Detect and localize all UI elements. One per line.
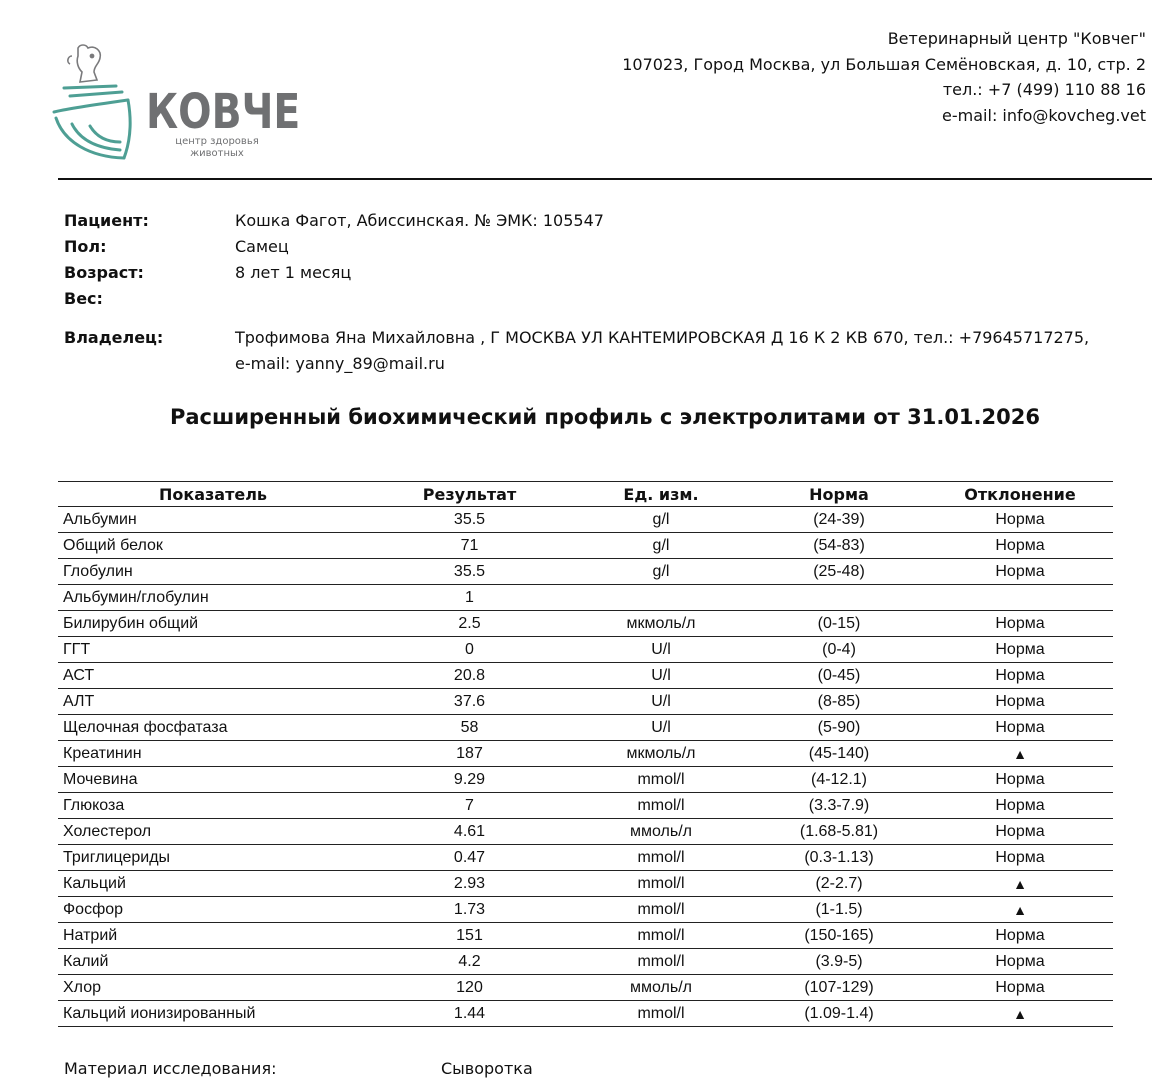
reference-range: (0-15) — [751, 611, 927, 637]
unit: U/l — [571, 637, 751, 663]
result-value: 2.5 — [368, 611, 571, 637]
deviation: Норма — [927, 949, 1113, 975]
deviation: Норма — [927, 819, 1113, 845]
unit: U/l — [571, 715, 751, 741]
unit: mmol/l — [571, 767, 751, 793]
col-header-deviation: Отклонение — [927, 482, 1113, 507]
table-row — [58, 741, 1113, 767]
deviation: Норма — [927, 559, 1113, 585]
parameter-name: Кальций — [58, 871, 368, 897]
reference-range: (150-165) — [751, 923, 927, 949]
table-row — [58, 767, 1113, 793]
parameter-name: Глюкоза — [58, 793, 368, 819]
table-row — [58, 507, 1113, 533]
result-value: 37.6 — [368, 689, 571, 715]
unit: mmol/l — [571, 871, 751, 897]
parameter-name: Мочевина — [58, 767, 368, 793]
parameter-name: Билирубин общий — [58, 611, 368, 637]
result-value: 120 — [368, 975, 571, 1001]
deviation: Норма — [927, 715, 1113, 741]
reference-range: (8-85) — [751, 689, 927, 715]
reference-range: (1.68-5.81) — [751, 819, 927, 845]
reference-range: (0.3-1.13) — [751, 845, 927, 871]
sex-value: Самец — [235, 237, 289, 256]
deviation: Норма — [927, 611, 1113, 637]
owner-line-1: Трофимова Яна Михайловна , Г МОСКВА УЛ КАНТЕМИРОВСКАЯ Д 16 К 2 КВ 670, тел.: +79645717275, — [235, 328, 1090, 347]
unit: g/l — [571, 507, 751, 533]
age-value: 8 лет 1 месяц — [235, 263, 352, 282]
weight-label: Вес: — [64, 289, 103, 308]
clinic-logo — [50, 42, 300, 167]
table-row — [58, 689, 1113, 715]
unit: g/l — [571, 533, 751, 559]
result-value: 4.2 — [368, 949, 571, 975]
table-row — [58, 663, 1113, 689]
unit: мкмоль/л — [571, 611, 751, 637]
table-row — [58, 949, 1113, 975]
col-header-reference: Норма — [751, 482, 927, 507]
unit: mmol/l — [571, 897, 751, 923]
deviation: ▲ — [927, 897, 1113, 923]
reference-range — [751, 585, 927, 611]
reference-range: (0-4) — [751, 637, 927, 663]
parameter-name: Альбумин — [58, 507, 368, 533]
unit: ммоль/л — [571, 975, 751, 1001]
table-row — [58, 897, 1113, 923]
table-row — [58, 923, 1113, 949]
clinic-name: Ветеринарный центр "Ковчег" — [887, 29, 1146, 48]
table-row — [58, 637, 1113, 663]
reference-range: (3.3-7.9) — [751, 793, 927, 819]
table-row — [58, 585, 1113, 611]
reference-range: (24-39) — [751, 507, 927, 533]
parameter-name: Креатинин — [58, 741, 368, 767]
logo-tagline-2: животных — [190, 148, 244, 159]
logo-brand: КОВЧЕ — [146, 84, 300, 141]
result-value: 20.8 — [368, 663, 571, 689]
deviation: ▲ — [927, 871, 1113, 897]
col-header-unit: Ед. изм. — [571, 482, 751, 507]
patient-label: Пациент: — [64, 211, 149, 230]
parameter-name: Общий белок — [58, 533, 368, 559]
parameter-name: ГГТ — [58, 637, 368, 663]
table-row — [58, 533, 1113, 559]
table-row — [58, 1001, 1113, 1027]
unit: mmol/l — [571, 1001, 751, 1027]
owner-line-2: e-mail: yanny_89@mail.ru — [235, 354, 445, 373]
deviation: Норма — [927, 637, 1113, 663]
deviation: Норма — [927, 845, 1113, 871]
col-header-result: Результат — [368, 482, 571, 507]
parameter-name: АЛТ — [58, 689, 368, 715]
deviation: Норма — [927, 767, 1113, 793]
unit: mmol/l — [571, 845, 751, 871]
table-row — [58, 871, 1113, 897]
unit: U/l — [571, 689, 751, 715]
deviation: Норма — [927, 793, 1113, 819]
reference-range: (3.9-5) — [751, 949, 927, 975]
reference-range: (5-90) — [751, 715, 927, 741]
clinic-phone: тел.: +7 (499) 110 88 16 — [942, 80, 1146, 99]
deviation: ▲ — [927, 741, 1113, 767]
sex-label: Пол: — [64, 237, 107, 256]
owner-value — [235, 325, 1155, 377]
result-value: 71 — [368, 533, 571, 559]
col-header-parameter: Показатель — [58, 482, 368, 507]
result-value: 1 — [368, 585, 571, 611]
deviation: ▲ — [927, 1001, 1113, 1027]
table-row — [58, 819, 1113, 845]
table-row — [58, 793, 1113, 819]
clinic-contacts — [622, 26, 1146, 128]
reference-range: (1.09-1.4) — [751, 1001, 927, 1027]
parameter-name: Хлор — [58, 975, 368, 1001]
deviation: Норма — [927, 689, 1113, 715]
unit: mmol/l — [571, 793, 751, 819]
header-divider — [58, 178, 1152, 180]
result-value: 4.61 — [368, 819, 571, 845]
parameter-name: Щелочная фосфатаза — [58, 715, 368, 741]
reference-range: (1-1.5) — [751, 897, 927, 923]
deviation: Норма — [927, 507, 1113, 533]
parameter-name: Калий — [58, 949, 368, 975]
result-value: 9.29 — [368, 767, 571, 793]
table-row — [58, 975, 1113, 1001]
result-value: 1.44 — [368, 1001, 571, 1027]
reference-range: (4-12.1) — [751, 767, 927, 793]
unit: mmol/l — [571, 923, 751, 949]
deviation: Норма — [927, 663, 1113, 689]
parameter-name: Холестерол — [58, 819, 368, 845]
unit: ммоль/л — [571, 819, 751, 845]
material-row — [64, 1058, 533, 1080]
reference-range: (0-45) — [751, 663, 927, 689]
deviation — [927, 585, 1113, 611]
clinic-email: e-mail: info@kovcheg.vet — [942, 105, 1146, 125]
deviation: Норма — [927, 533, 1113, 559]
result-value: 151 — [368, 923, 571, 949]
material-label: Материал исследования: — [64, 1059, 277, 1078]
age-label: Возраст: — [64, 263, 144, 282]
material-value: Сыворотка — [441, 1059, 533, 1078]
parameter-name: Натрий — [58, 923, 368, 949]
result-value: 35.5 — [368, 507, 571, 533]
table-row — [58, 715, 1113, 741]
table-row — [58, 559, 1113, 585]
parameter-name: Альбумин/глобулин — [58, 585, 368, 611]
result-value: 58 — [368, 715, 571, 741]
unit: U/l — [571, 663, 751, 689]
table-header-row — [58, 482, 1113, 507]
unit: мкмоль/л — [571, 741, 751, 767]
ark-logo-icon — [50, 42, 300, 167]
logo-tagline-1: центр здоровья — [175, 136, 259, 147]
parameter-name: Фосфор — [58, 897, 368, 923]
reference-range: (2-2.7) — [751, 871, 927, 897]
deviation: Норма — [927, 923, 1113, 949]
unit: g/l — [571, 559, 751, 585]
results-body — [58, 507, 1113, 1027]
result-value: 35.5 — [368, 559, 571, 585]
results-table — [58, 481, 1113, 1027]
result-value: 0.47 — [368, 845, 571, 871]
deviation: Норма — [927, 975, 1113, 1001]
table-row — [58, 611, 1113, 637]
result-value: 0 — [368, 637, 571, 663]
reference-range: (25-48) — [751, 559, 927, 585]
reference-range: (107-129) — [751, 975, 927, 1001]
result-value: 187 — [368, 741, 571, 767]
result-value: 1.73 — [368, 897, 571, 923]
patient-value: Кошка Фагот, Абиссинская. № ЭМК: 105547 — [235, 211, 604, 230]
reference-range: (45-140) — [751, 741, 927, 767]
clinic-address: 107023, Город Москва, ул Большая Семёновская, д. 10, стр. 2 — [622, 54, 1146, 74]
parameter-name: АСТ — [58, 663, 368, 689]
parameter-name: Триглицериды — [58, 845, 368, 871]
unit — [571, 585, 751, 611]
reference-range: (54-83) — [751, 533, 927, 559]
parameter-name: Глобулин — [58, 559, 368, 585]
owner-label: Владелец: — [64, 328, 164, 347]
unit: mmol/l — [571, 949, 751, 975]
report-title: Расширенный биохимический профиль с электролитами от 31.01.2026 — [170, 405, 1040, 429]
parameter-name: Кальций ионизированный — [58, 1001, 368, 1027]
table-row — [58, 845, 1113, 871]
result-value: 2.93 — [368, 871, 571, 897]
result-value: 7 — [368, 793, 571, 819]
